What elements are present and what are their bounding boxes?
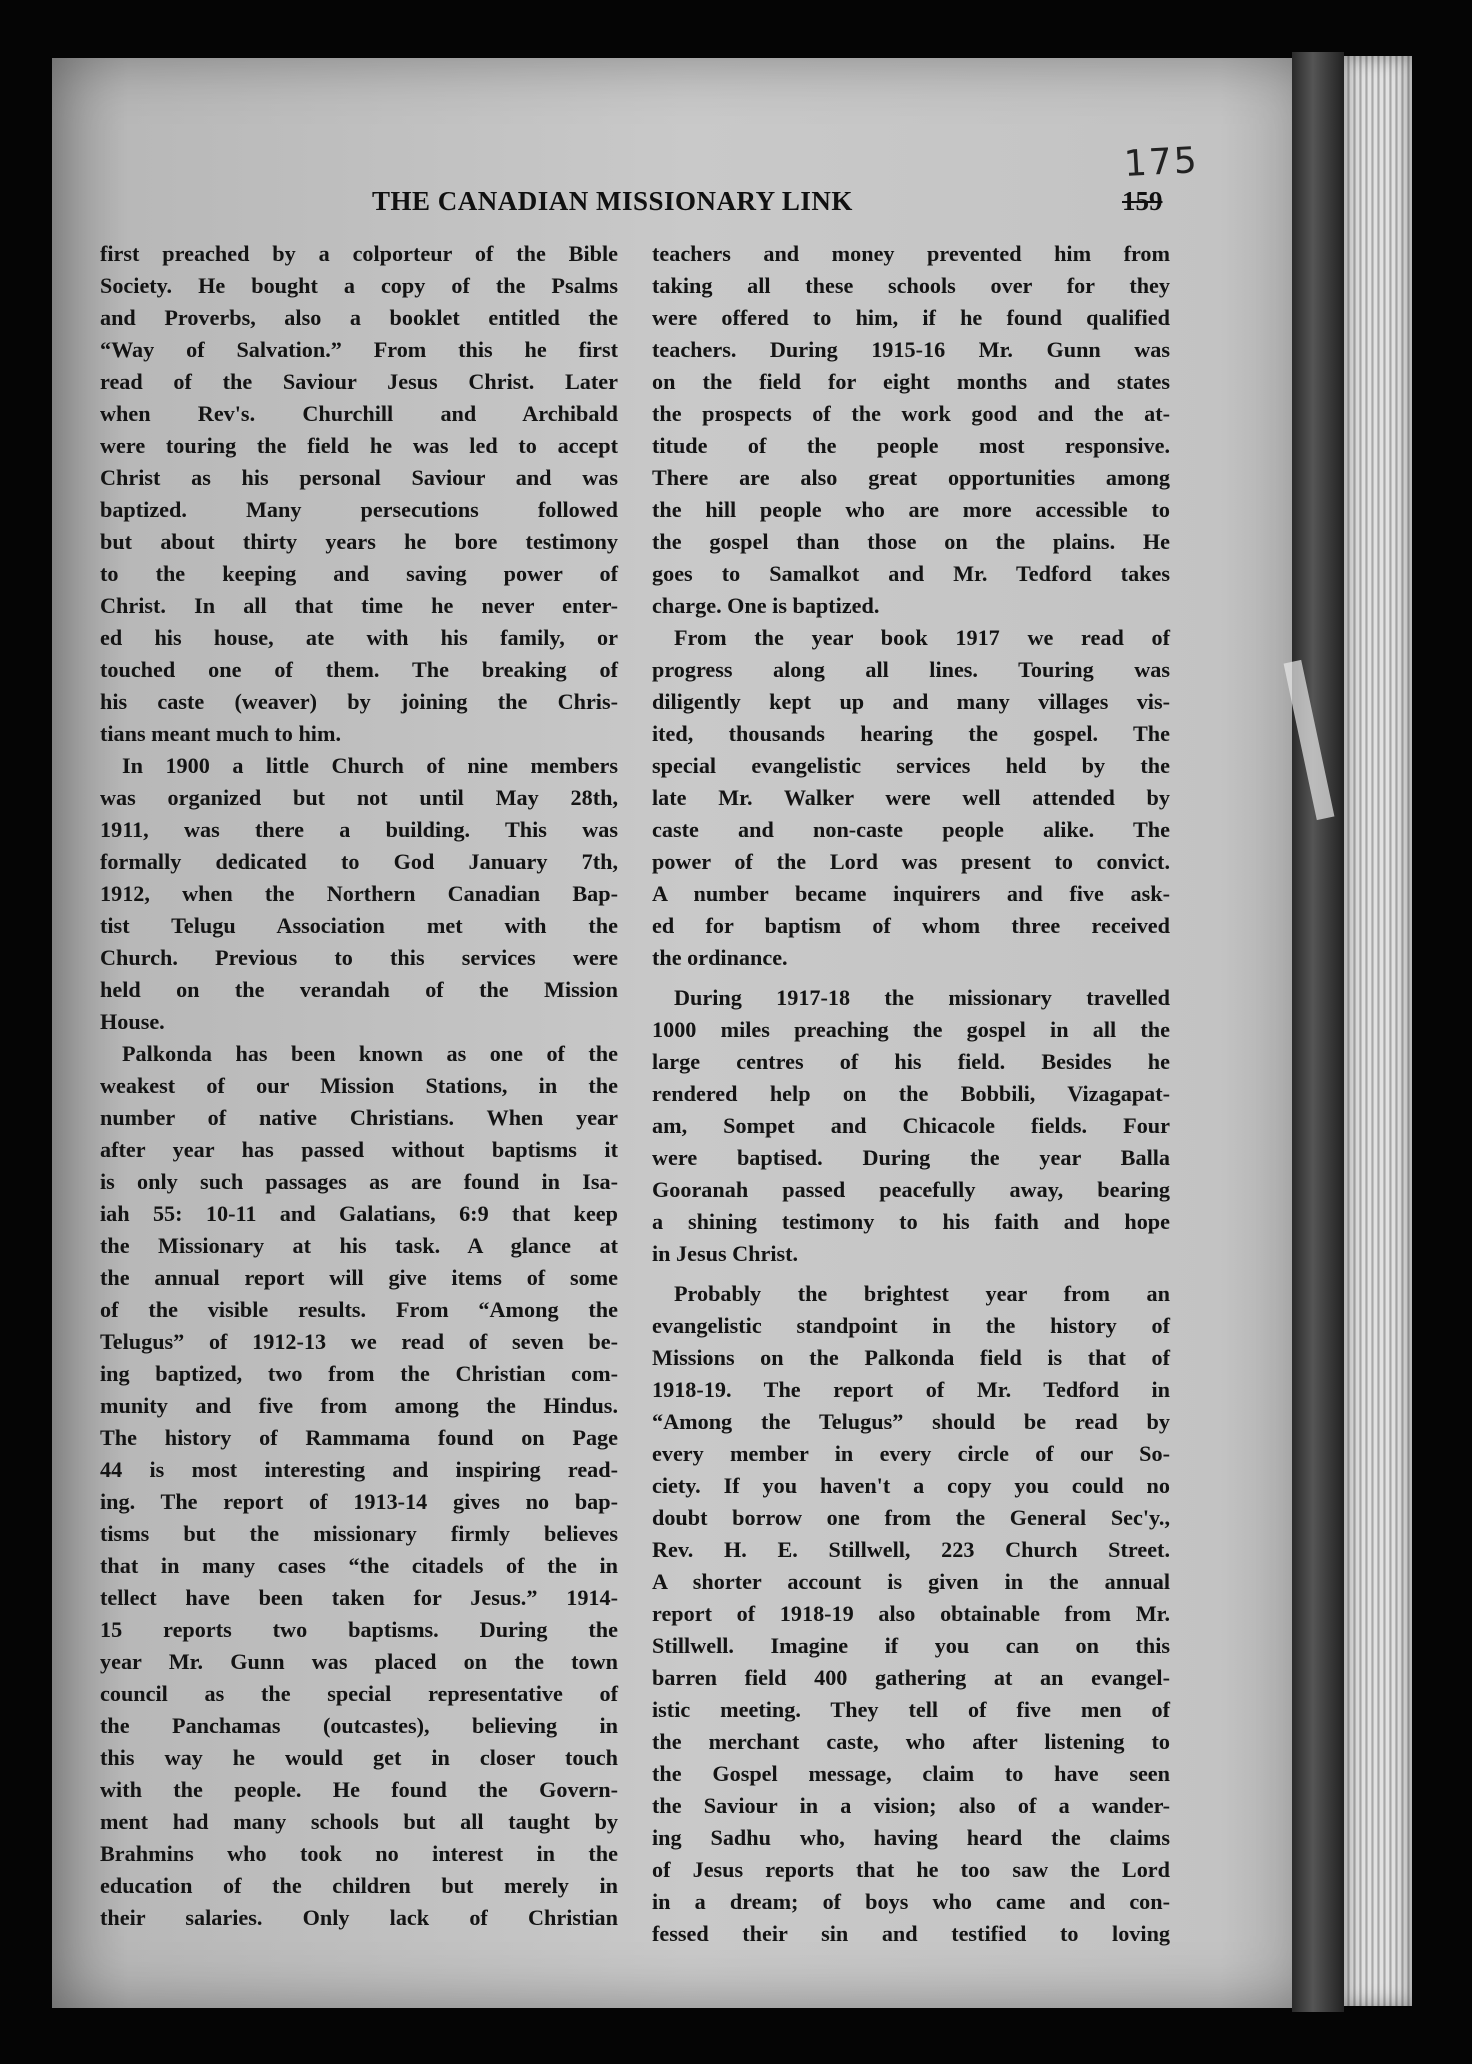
text-line: fessed their sin and testified to loving: [652, 1921, 1170, 1946]
text-line: when Rev's. Churchill and Archibald: [100, 401, 618, 426]
text-line: the hill people who are more accessible to: [652, 497, 1170, 522]
text-line: that in many cases “the citadels of the in: [100, 1553, 618, 1578]
text-line: taking all these schools over for they: [652, 273, 1170, 298]
text-line: their salaries. Only lack of Christian: [100, 1905, 618, 1930]
text-line: teachers and money prevented him from: [652, 241, 1170, 266]
paragraph-gap: [652, 974, 1170, 982]
text-line: ciety. If you haven't a copy you could no: [652, 1473, 1170, 1498]
text-line: During 1917-18 the missionary travelled: [674, 985, 1170, 1010]
text-line: the Panchamas (outcastes), believing in: [100, 1713, 618, 1738]
text-line: House.: [100, 1009, 165, 1034]
text-line: year Mr. Gunn was placed on the town: [100, 1649, 618, 1674]
left-column: [100, 238, 618, 1934]
text-line: Stillwell. Imagine if you can on this: [652, 1633, 1170, 1658]
text-line: 1911, was there a building. This was: [100, 817, 618, 842]
text-line: in a dream; of boys who came and con-: [652, 1889, 1170, 1914]
text-line: In 1900 a little Church of nine members: [122, 753, 618, 778]
printed-page-number: 159: [1122, 186, 1163, 216]
text-line: touched one of them. The breaking of: [100, 657, 618, 682]
text-line: 15 reports two baptisms. During the: [100, 1617, 618, 1642]
text-line: were offered to him, if he found qualified: [652, 305, 1170, 330]
text-line: in Jesus Christ.: [652, 1241, 799, 1266]
text-line: Missions on the Palkonda field is that of: [652, 1345, 1170, 1370]
book-spine: [1292, 52, 1344, 2012]
text-line: the merchant caste, who after listening to: [652, 1729, 1170, 1754]
text-line: ment had many schools but all taught by: [100, 1809, 618, 1834]
text-line: Christ. In all that time he never enter-: [100, 593, 618, 618]
text-line: rendered help on the Bobbili, Vizagapat-: [652, 1081, 1170, 1106]
text-line: tist Telugu Association met with the: [100, 913, 618, 938]
text-line: the Saviour in a vision; also of a wander-: [652, 1793, 1170, 1818]
text-line: progress along all lines. Touring was: [652, 657, 1170, 682]
text-line: Christ as his personal Saviour and was: [100, 465, 618, 490]
text-line: of the visible results. From “Among the: [100, 1297, 618, 1322]
text-line: evangelistic standpoint in the history of: [652, 1313, 1170, 1338]
text-line: 44 is most interesting and inspiring read-: [100, 1457, 618, 1482]
text-line: but about thirty years he bore testimony: [100, 529, 618, 554]
text-line: diligently kept up and many villages vis-: [652, 689, 1170, 714]
text-line: on the field for eight months and states: [652, 369, 1170, 394]
text-line: to the keeping and saving power of: [100, 561, 618, 586]
text-line: report of 1918-19 also obtainable from Mr.: [652, 1601, 1170, 1626]
text-line: the Gospel message, claim to have seen: [652, 1761, 1170, 1786]
text-line: titude of the people most responsive.: [652, 433, 1170, 458]
text-line: Church. Previous to this services were: [100, 945, 618, 970]
text-line: “Way of Salvation.” From this he first: [100, 337, 618, 362]
text-line: baptized. Many persecutions followed: [100, 497, 618, 522]
text-line: special evangelistic services held by the: [652, 753, 1170, 778]
text-line: 1000 miles preaching the gospel in all the: [652, 1017, 1170, 1042]
text-line: number of native Christians. When year: [100, 1105, 618, 1130]
text-line: was organized but not until May 28th,: [100, 785, 618, 810]
text-line: barren field 400 gathering at an evangel-: [652, 1665, 1170, 1690]
text-line: The history of Rammama found on Page: [100, 1425, 618, 1450]
text-line: of Jesus reports that he too saw the Lord: [652, 1857, 1170, 1882]
text-line: council as the special representative of: [100, 1681, 618, 1706]
text-line: tellect have been taken for Jesus.” 1914-: [100, 1585, 618, 1610]
paragraph-gap: [652, 1270, 1170, 1278]
text-line: is only such passages as are found in Isa-: [100, 1169, 618, 1194]
text-line: ed for baptism of whom three received: [652, 913, 1170, 938]
text-line: doubt borrow one from the General Sec'y.,: [652, 1505, 1170, 1530]
running-header: THE CANADIAN MISSIONARY LINK: [372, 186, 853, 216]
text-line: iah 55: 10-11 and Galatians, 6:9 that keep: [100, 1201, 618, 1226]
text-line: A shorter account is given in the annual: [652, 1569, 1170, 1594]
text-line: his caste (weaver) by joining the Chris-: [100, 689, 618, 714]
text-line: Probably the brightest year from an: [674, 1281, 1170, 1306]
text-line: tisms but the missionary firmly believes: [100, 1521, 618, 1546]
text-line: Brahmins who took no interest in the: [100, 1841, 618, 1866]
text-line: held on the verandah of the Mission: [100, 977, 618, 1002]
text-line: charge. One is baptized.: [652, 593, 880, 618]
text-line: ing. The report of 1913-14 gives no bap-: [100, 1489, 618, 1514]
text-line: munity and five from among the Hindus.: [100, 1393, 618, 1418]
text-line: this way he would get in closer touch: [100, 1745, 618, 1770]
text-line: caste and non-caste people alike. The: [652, 817, 1170, 842]
text-line: large centres of his field. Besides he: [652, 1049, 1170, 1074]
text-line: after year has passed without baptisms it: [100, 1137, 618, 1162]
text-line: the ordinance.: [652, 945, 788, 970]
text-line: Gooranah passed peacefully away, bearing: [652, 1177, 1170, 1202]
text-line: 1912, when the Northern Canadian Bap-: [100, 881, 618, 906]
text-line: ited, thousands hearing the gospel. The: [652, 721, 1170, 746]
text-line: with the people. He found the Govern-: [100, 1777, 618, 1802]
text-line: were touring the field he was led to accept: [100, 433, 618, 458]
text-line: late Mr. Walker were well attended by: [652, 785, 1170, 810]
text-line: education of the children but merely in: [100, 1873, 618, 1898]
handwritten-folio: 175: [1122, 140, 1200, 185]
text-line: Society. He bought a copy of the Psalms: [100, 273, 618, 298]
text-line: tians meant much to him.: [100, 721, 341, 746]
text-line: “Among the Telugus” should be read by: [652, 1409, 1170, 1434]
text-line: am, Sompet and Chicacole fields. Four: [652, 1113, 1170, 1138]
text-line: ing baptized, two from the Christian com-: [100, 1361, 618, 1386]
text-line: every member in every circle of our So-: [652, 1441, 1170, 1466]
text-line: the prospects of the work good and the at-: [652, 401, 1170, 426]
text-line: a shining testimony to his faith and hope: [652, 1209, 1170, 1234]
text-line: first preached by a colporteur of the Bible: [100, 241, 618, 266]
text-line: were baptised. During the year Balla: [652, 1145, 1170, 1170]
text-line: weakest of our Mission Stations, in the: [100, 1073, 618, 1098]
text-line: the gospel than those on the plains. He: [652, 529, 1170, 554]
text-line: istic meeting. They tell of five men of: [652, 1697, 1170, 1722]
text-line: goes to Samalkot and Mr. Tedford takes: [652, 561, 1170, 586]
text-line: Telugus” of 1912-13 we read of seven be-: [100, 1329, 618, 1354]
text-line: ing Sadhu who, having heard the claims: [652, 1825, 1170, 1850]
text-line: teachers. During 1915-16 Mr. Gunn was: [652, 337, 1170, 362]
text-line: ed his house, ate with his family, or: [100, 625, 618, 650]
page-edges: [1344, 56, 1412, 2006]
text-line: From the year book 1917 we read of: [674, 625, 1170, 650]
text-line: and Proverbs, also a booklet entitled the: [100, 305, 618, 330]
text-line: A number became inquirers and five ask-: [652, 881, 1170, 906]
text-line: formally dedicated to God January 7th,: [100, 849, 618, 874]
text-line: There are also great opportunities among: [652, 465, 1170, 490]
text-line: 1918-19. The report of Mr. Tedford in: [652, 1377, 1170, 1402]
text-line: power of the Lord was present to convict.: [652, 849, 1170, 874]
text-line: Rev. H. E. Stillwell, 223 Church Street.: [652, 1537, 1170, 1562]
text-line: Palkonda has been known as one of the: [122, 1041, 618, 1066]
text-line: the annual report will give items of some: [100, 1265, 618, 1290]
text-line: read of the Saviour Jesus Christ. Later: [100, 369, 618, 394]
right-column: [652, 238, 1170, 1950]
text-line: the Missionary at his task. A glance at: [100, 1233, 618, 1258]
